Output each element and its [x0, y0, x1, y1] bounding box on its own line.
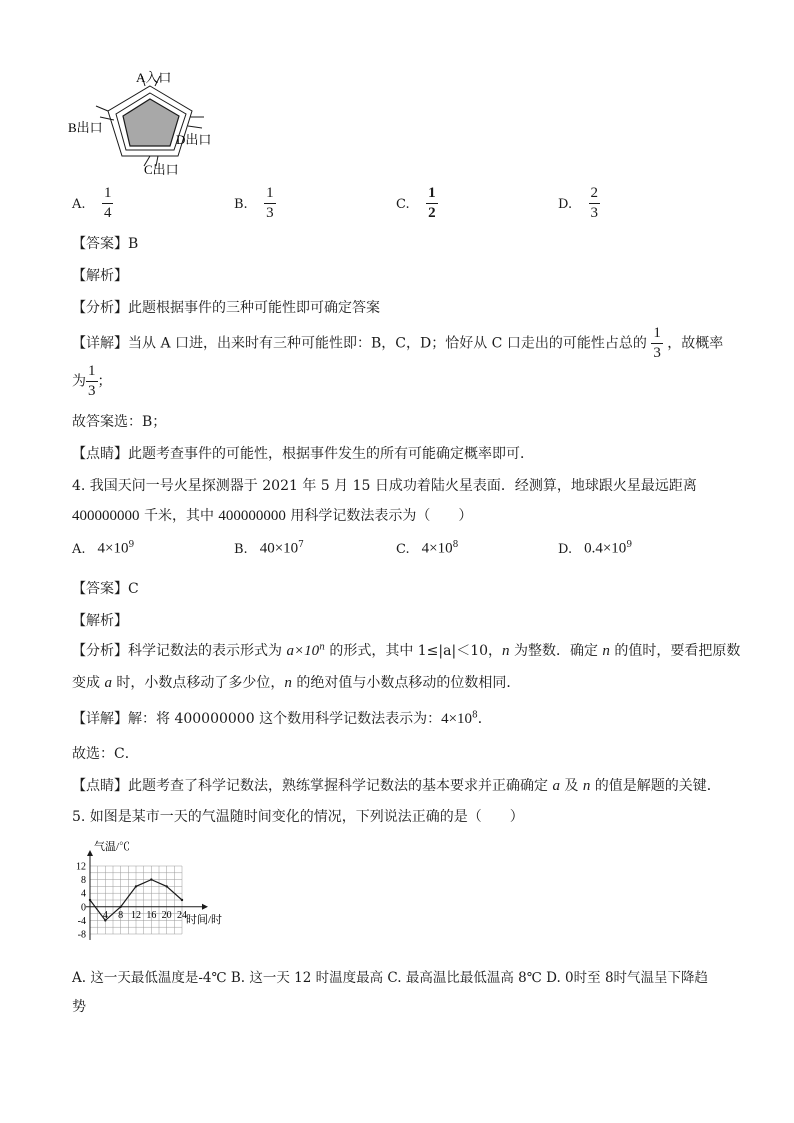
number: 400000000 [218, 508, 286, 524]
fenxi-text: 为整数．确定 [509, 643, 603, 659]
x-axis-label: 时间/时 [186, 913, 223, 926]
stem-text: 用科学记数法表示为（ ） [285, 508, 473, 524]
q3-fenxi: 【分析】此题根据事件的三种可能性即可确定答案 [72, 300, 380, 316]
denominator: 3 [590, 205, 599, 221]
stem-text: 千米，其中 [139, 508, 219, 524]
detail-text-tail: ． [477, 711, 492, 727]
q4-option-c[interactable] [396, 540, 458, 558]
data-point [181, 899, 183, 901]
exponent: 9 [626, 540, 633, 550]
x-tick-label: 16 [146, 909, 157, 921]
fraction [86, 364, 98, 399]
numerator: 1 [264, 186, 276, 204]
data-point [165, 885, 167, 887]
exponent: 8 [452, 540, 459, 550]
coefficient: 40 [259, 540, 275, 557]
option-letter: B. [234, 541, 248, 557]
math-var: a [552, 778, 560, 794]
q4-option-b[interactable] [234, 540, 304, 558]
y-axis-arrow [87, 850, 93, 856]
option-letter: C. [396, 541, 410, 557]
q4-stem-line1: 4. 我国天问一号火星探测器于 2021 年 5 月 15 日成功着陆火星表面．经测算，地球跟火星最远距离 [72, 478, 697, 494]
x-tick-label: 8 [118, 909, 124, 921]
option-letter: C. [396, 196, 410, 212]
q3-analysis-heading: 【解析】 [72, 268, 128, 284]
math-expr: a×10 [286, 643, 320, 659]
x-tick-label: 12 [131, 909, 141, 921]
times-ten: ×10 [602, 540, 627, 557]
detail-text-tail: ； [97, 373, 112, 390]
fenxi-text: 的值时，要看把原数 [609, 643, 741, 659]
data-point [150, 878, 152, 880]
denominator: 3 [653, 345, 661, 361]
fenxi-text: 的绝对值与小数点移动的位数相同． [291, 675, 521, 691]
q3-dianjing: 【点睛】此题考查事件的可能性，根据事件发生的所有可能确定概率即可． [72, 446, 534, 462]
dianjing-text: 及 [559, 778, 583, 794]
times-ten: ×10 [448, 711, 473, 727]
math-var: n [602, 643, 610, 659]
q4-option-a[interactable] [72, 540, 134, 558]
label-c-exit: C出口 [144, 162, 179, 177]
data-point [119, 906, 121, 908]
y-tick-label: 4 [81, 888, 86, 900]
data-point [135, 885, 137, 887]
times-ten: ×10 [274, 540, 299, 557]
x-axis-arrow [202, 904, 208, 910]
x-tick-label: 20 [161, 909, 172, 921]
coefficient: 4 [97, 540, 106, 557]
q4-answer: 【答案】C [72, 581, 139, 597]
q4-detail [72, 708, 492, 728]
fraction [589, 186, 601, 221]
q4-fenxi-line1 [72, 640, 740, 660]
y-axis-label: 气温/℃ [94, 841, 131, 853]
fraction [426, 186, 438, 221]
numerator: 1 [426, 186, 438, 204]
coefficient: 4 [421, 540, 430, 557]
q4-dianjing [72, 775, 721, 795]
y-tick-label: 0 [81, 902, 86, 914]
data-point [89, 899, 91, 901]
denominator: 3 [266, 205, 274, 221]
dianjing-text: 的值是解题的关键． [590, 778, 721, 794]
option-letter: D. [558, 196, 573, 212]
numerator: 1 [651, 326, 663, 344]
q4-stem-line2 [72, 505, 472, 525]
math-var: n [284, 675, 292, 691]
q3-option-a[interactable] [72, 186, 113, 221]
fraction [264, 186, 276, 221]
x-tick-label: 4 [102, 909, 108, 921]
q3-detail-line2 [72, 364, 112, 399]
exponent: 9 [128, 540, 135, 550]
number: 400000000 [72, 508, 140, 524]
chart-grid [90, 866, 182, 934]
pentagon-center [123, 99, 179, 146]
math-var: n [502, 643, 510, 659]
q3-answer: 【答案】B [72, 236, 139, 252]
label-a-entrance: A入口 [136, 70, 172, 85]
option-letter: D. [558, 541, 573, 557]
detail-text: 【详解】解：将 400000000 这个数用科学记数法表示为： [72, 711, 442, 727]
denominator: 4 [103, 205, 112, 221]
q5-options-line2: 势 [72, 999, 86, 1015]
exponent: 7 [298, 540, 304, 550]
fenxi-text: 【分析】科学记数法的表示形式为 [72, 643, 287, 659]
q3-option-c[interactable] [396, 186, 438, 221]
q3-detail-line1 [72, 326, 723, 361]
q5-stem: 5. 如图是某市一天的气温随时间变化的情况，下列说法正确的是（ ） [72, 809, 524, 825]
coefficient: 0.4 [584, 540, 603, 557]
q4-fenxi-line2 [72, 672, 520, 692]
fenxi-text: 时，小数点移动了多少位， [111, 675, 285, 691]
denominator: 3 [88, 383, 96, 399]
entrance-exit-diagram [66, 62, 236, 182]
q4-analysis-heading: 【解析】 [72, 613, 128, 629]
q3-option-d[interactable] [558, 186, 600, 221]
x-tick-label: 24 [177, 909, 187, 921]
times-ten: ×10 [105, 540, 129, 557]
y-tick-label: -8 [77, 929, 86, 941]
option-letter: B. [234, 196, 248, 212]
fraction [651, 326, 663, 361]
q5-options-line1[interactable]: A. 这一天最低温度是-4℃ B. 这一天 12 时温度最高 C. 最高温比最低温高 8℃ D. 0时至 8时气温呈下降趋 [72, 970, 709, 986]
fraction [102, 186, 114, 221]
exponent: n [319, 642, 325, 653]
y-tick-label: 12 [76, 861, 86, 873]
q3-option-b[interactable] [234, 186, 276, 221]
exponent: 8 [472, 710, 478, 721]
chart-axes [86, 850, 208, 940]
option-letter: A. [72, 196, 86, 212]
math-var: n [582, 778, 591, 794]
numerator: 1 [102, 186, 114, 204]
coefficient: 4 [441, 711, 449, 727]
denominator: 2 [428, 205, 436, 221]
y-tick-label: 8 [81, 875, 86, 887]
math-var: a [104, 675, 112, 691]
numerator: 2 [589, 186, 601, 204]
q4-option-d[interactable] [558, 540, 632, 558]
detail-text-tail: ，故概率 [667, 335, 724, 352]
detail-text: 为 [72, 373, 86, 390]
label-d-exit: D出口 [176, 132, 212, 147]
fenxi-text: 的形式，其中 1≤|a|＜10， [324, 643, 503, 659]
q3-choose: 故答案选：B； [72, 414, 167, 430]
fenxi-text: 变成 [72, 675, 105, 691]
dianjing-text: 【点睛】此题考查了科学记数法，熟练掌握科学记数法的基本要求并正确确定 [72, 778, 553, 794]
label-b-exit: B出口 [68, 120, 103, 135]
times-ten: ×10 [429, 540, 453, 557]
detail-text: 【详解】当从 A 口进，出来时有三种可能性即：B，C，D；恰好从 C 口走出的可能性占总的 [72, 335, 647, 352]
q4-choose: 故选：C． [72, 746, 139, 762]
numerator: 1 [86, 364, 98, 382]
temperature-line-chart [66, 836, 256, 948]
y-tick-label: -4 [77, 915, 86, 927]
option-letter: A. [72, 541, 86, 557]
